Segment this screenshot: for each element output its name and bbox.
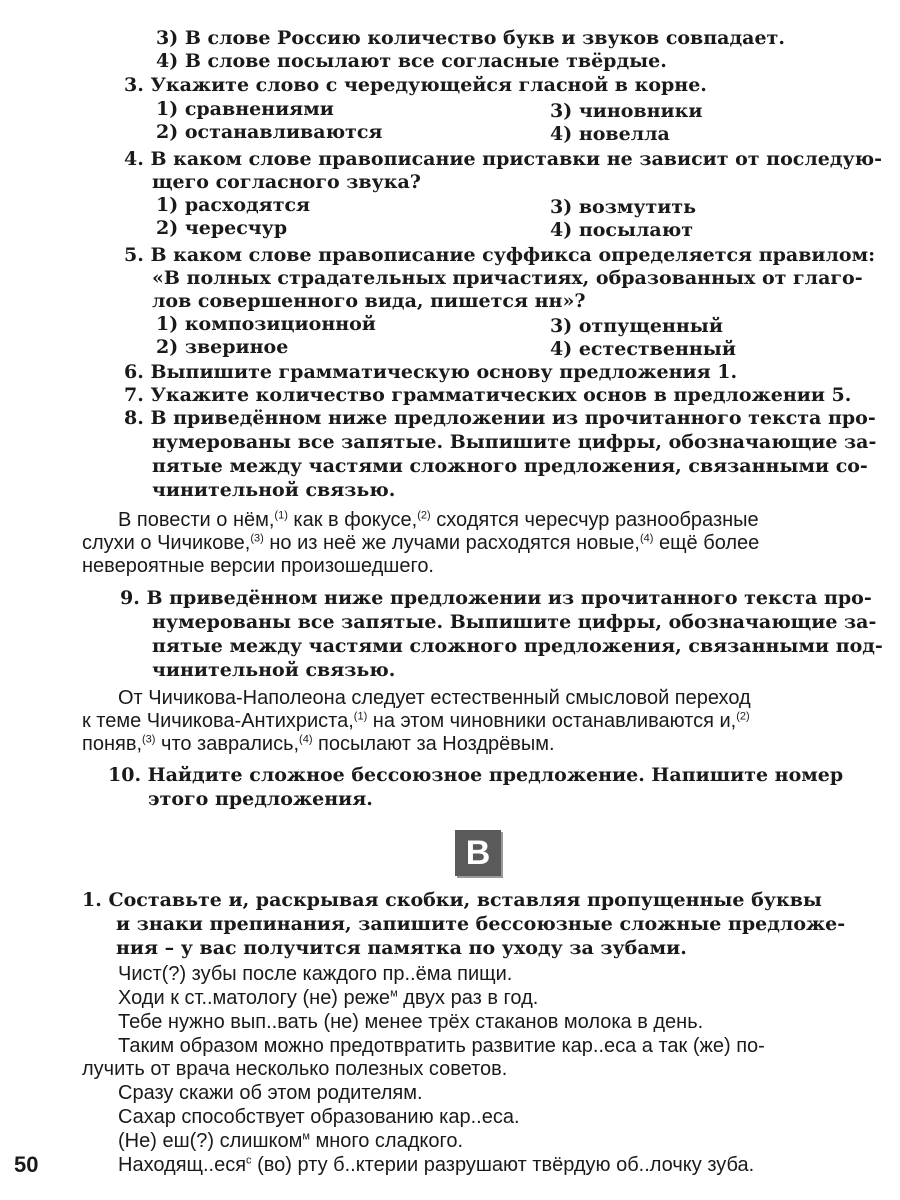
- q2-option-3: 3) В слове Россию количество букв и звуков совпадает.: [156, 27, 785, 49]
- question-8-line-1: 8. В приведённом ниже предложении из прочитанного текста про-: [124, 407, 876, 429]
- b1-item-3: Тебе нужно вып..вать (не) менее трёх стаканов молока в день.: [118, 1011, 704, 1033]
- b1-item-6: Сахар способствует образованию кар..еса.: [118, 1106, 520, 1128]
- question-9-line-1: 9. В приведённом ниже предложении из прочитанного текста про-: [120, 587, 872, 609]
- question-9-line-3: пятые между частями сложного предложения, связанными под-: [152, 635, 883, 657]
- question-10-line-1: 10. Найдите сложное бессоюзное предложение. Напишите номер: [108, 764, 844, 786]
- section-b-badge: В: [455, 830, 501, 876]
- q3-option-3: 3) чиновники: [550, 100, 703, 122]
- b1-item-1: Чист(?) зубы после каждого пр..ёма пищи.: [118, 963, 513, 985]
- task-b1-line-3: ния – у вас получится памятка по уходу за зубами.: [116, 937, 687, 959]
- question-8-line-4: чинительной связью.: [152, 479, 396, 501]
- question-5-line-2: «В полных страдательных причастиях, образованных от глаго-: [152, 267, 863, 289]
- b1-item-4-line-2: лучить от врача несколько полезных советов.: [82, 1058, 508, 1080]
- question-4-line-2: щего согласного звука?: [152, 171, 421, 193]
- q3-option-1: 1) сравнениями: [156, 98, 334, 120]
- q4-option-1: 1) расходятся: [156, 194, 311, 216]
- question-5-line-3: лов совершенного вида, пишется нн»?: [152, 290, 586, 312]
- q4-option-3: 3) возмутить: [550, 196, 697, 218]
- q8-sentence-line-3: невероятные версии произошедшего.: [82, 555, 434, 577]
- question-4-line-1: 4. В каком слове правописание приставки не зависит от последую-: [124, 148, 883, 170]
- question-10-line-2: этого предложения.: [148, 788, 373, 810]
- task-b1-line-1: 1. Составьте и, раскрывая скобки, вставляя пропущенные буквы: [82, 889, 822, 911]
- q9-sentence-line-1: От Чичикова-Наполеона следует естественный смысловой переход: [118, 687, 751, 709]
- b1-item-5: Сразу скажи об этом родителям.: [118, 1082, 423, 1104]
- q9-sentence-line-2: к теме Чичикова-Антихриста,$^{(1)}$ на этом чиновники останавливаются и,$^{(2)}$: [82, 710, 750, 732]
- b1-item-4-line-1: Таким образом можно предотвратить развитие кар..еса а так (же) по-: [118, 1035, 765, 1057]
- task-b1-line-2: и знаки препинания, запишите бессоюзные сложные предложе-: [116, 913, 846, 935]
- q5-option-1: 1) композиционной: [156, 313, 376, 335]
- q3-option-2: 2) останавливаются: [156, 121, 383, 143]
- q4-option-2: 2) чересчур: [156, 217, 288, 239]
- q5-option-2: 2) звериное: [156, 336, 289, 358]
- question-7: 7. Укажите количество грамматических основ в предложении 5.: [124, 384, 852, 406]
- q8-sentence-line-2: слухи о Чичикове,$^{(3)}$ но из неё же лучами расходятся новые,$^{(4)}$ ещё более: [82, 532, 760, 554]
- q9-sentence-line-3: поняв,$^{(3)}$ что заврались,$^{(4)}$ посылают за Ноздрёвым.: [82, 733, 555, 755]
- q5-option-4: 4) естественный: [550, 338, 736, 360]
- q2-option-4: 4) В слове посылают все согласные твёрдые.: [156, 50, 667, 72]
- b1-item-7: (Не) еш(?) слишком$^м$ много сладкого.: [118, 1130, 464, 1152]
- q5-option-3: 3) отпущенный: [550, 315, 723, 337]
- question-9-line-4: чинительной связью.: [152, 659, 396, 681]
- page-number: 50: [14, 1152, 39, 1177]
- question-6: 6. Выпишите грамматическую основу предложения 1.: [124, 361, 738, 383]
- question-8-line-2: нумерованы все запятые. Выпишите цифры, обозначающие за-: [152, 431, 877, 453]
- b1-item-2: Ходи к ст..матологу (не) реже$^м$ двух раз в год.: [118, 987, 539, 1009]
- q8-sentence-line-1: В повести о нём,$^{(1)}$ как в фокусе,$^{(2)}$ сходятся чересчур разнообразные: [118, 509, 759, 531]
- b1-item-8: Находящ..еся$^с$ (во) рту б..ктерии разрушают твёрдую об..лочку зуба.: [118, 1154, 755, 1176]
- question-5-line-1: 5. В каком слове правописание суффикса определяется правилом:: [124, 244, 876, 266]
- question-9-line-2: нумерованы все запятые. Выпишите цифры, обозначающие за-: [152, 611, 877, 633]
- q3-option-4: 4) новелла: [550, 123, 670, 145]
- question-3: 3. Укажите слово с чередующейся гласной в корне.: [124, 74, 707, 96]
- q4-option-4: 4) посылают: [550, 219, 693, 241]
- question-8-line-3: пятые между частями сложного предложения, связанными со-: [152, 455, 868, 477]
